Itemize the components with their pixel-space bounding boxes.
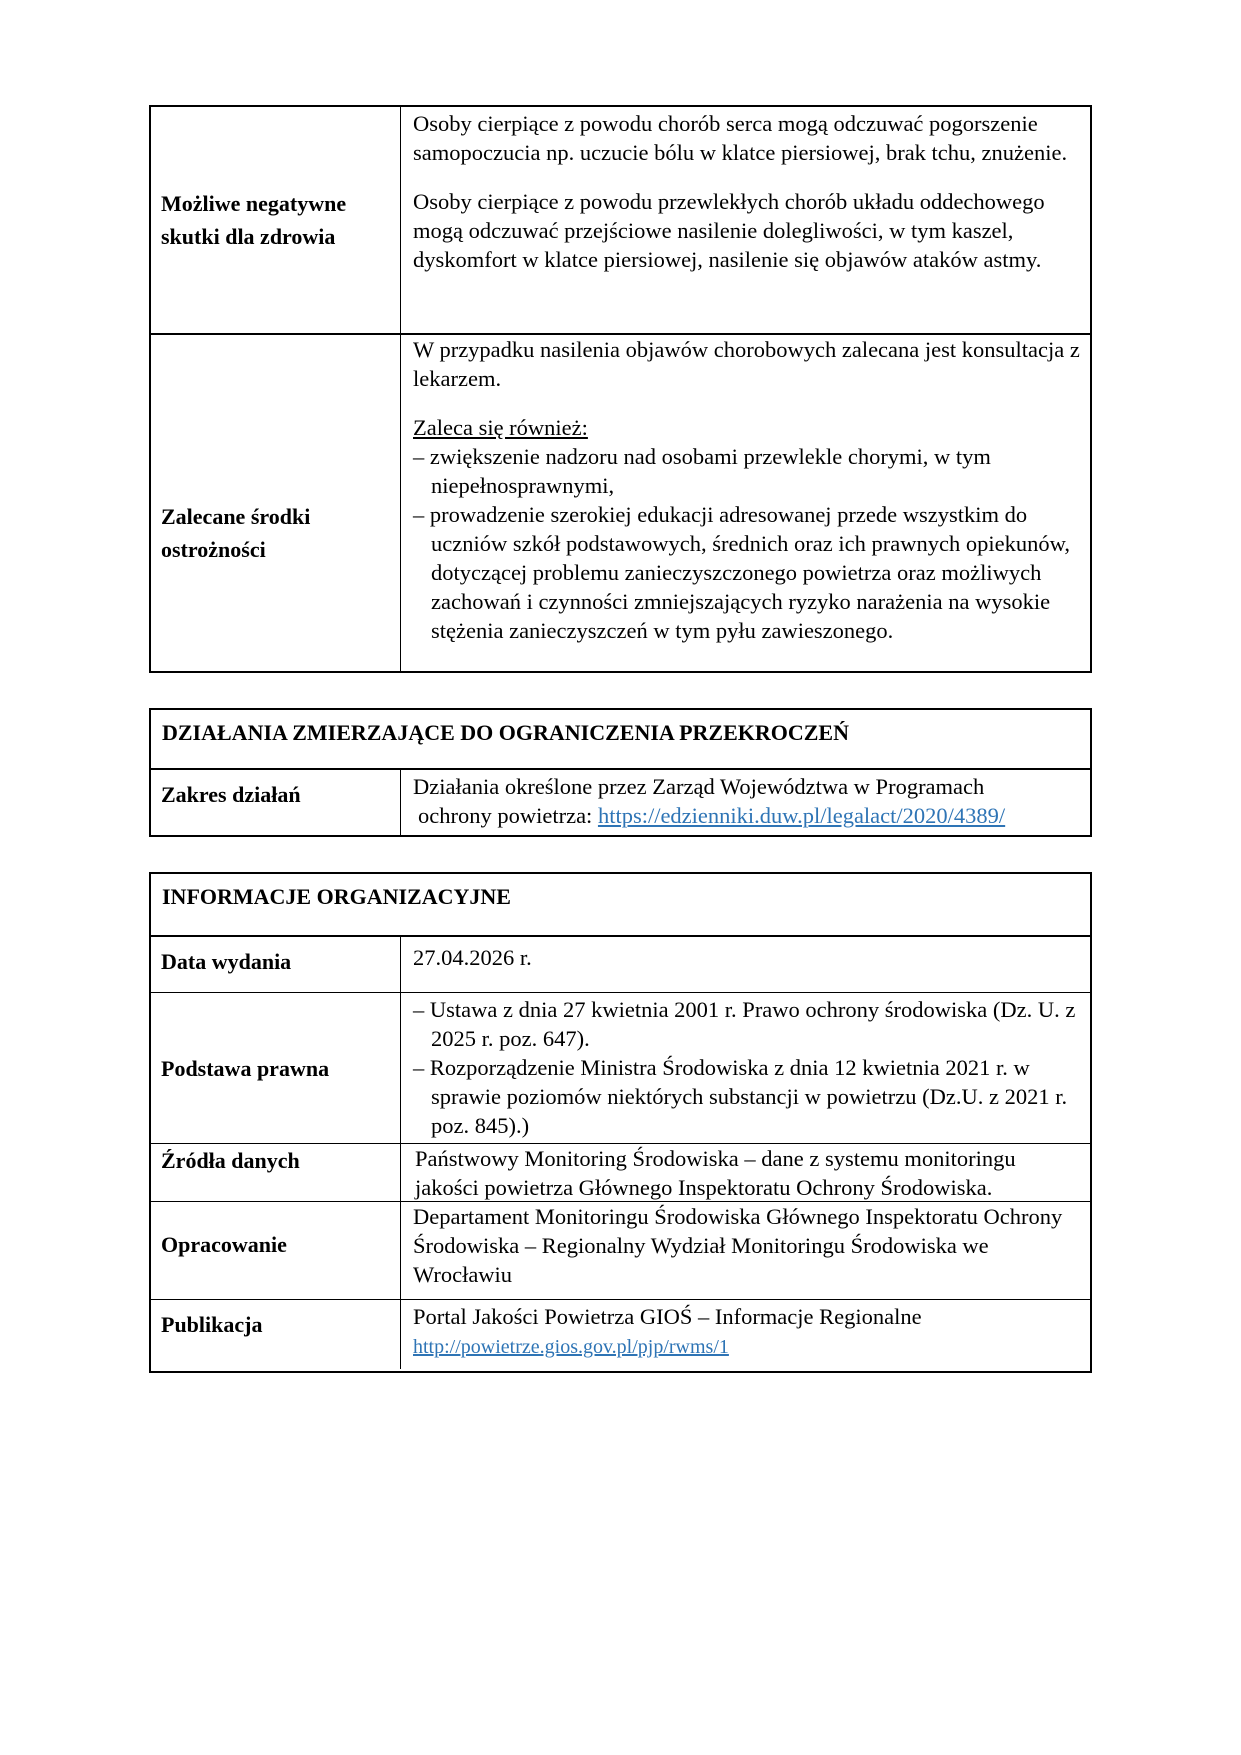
organizational-info-table xyxy=(149,872,1092,1373)
list-item: – Rozporządzenie Ministra Środowiska z dnia 12 kwietnia 2021 r. w sprawie poziomów niektórych substancji w powietrzu (Dz.U. z 2021 r. poz. 845).) xyxy=(413,1055,1068,1138)
list-item: – Ustawa z dnia 27 kwietnia 2001 r. Prawo ochrony środowiska (Dz. U. z 2025 r. poz. 647). xyxy=(413,997,1076,1051)
health-effects-table xyxy=(149,105,1092,673)
table-row-data-sources xyxy=(151,1143,1090,1201)
list-item: – prowadzenie szerokiej edukacji adresowanej przede wszystkim do uczniów szkół podstawowych, średnich oraz ich prawnych opiekunów, dotyczącej problemu zanieczyszczonego powietrza oraz możliwych zachowań i czynności zmniejszających ryzyko narażenia na wysokie stężenia zanieczyszczeń w tym pyłu zawieszonego. xyxy=(413,502,1070,643)
subheading: Zaleca się również: xyxy=(413,415,588,440)
text-line: Działania określone przez Zarząd Województwa w Programach xyxy=(413,774,985,799)
label-line: Zalecane środki xyxy=(161,504,311,529)
table-heading: DZIAŁANIA ZMIERZAJĄCE DO OGRANICZENIA PRZEKROCZEŃ xyxy=(162,720,849,745)
table-heading: INFORMACJE ORGANIZACYJNE xyxy=(162,884,511,909)
row-label: Opracowanie xyxy=(151,1202,401,1299)
row-value: 27.04.2026 r. xyxy=(413,945,532,970)
text-line xyxy=(413,801,1080,830)
label-line: Możliwe negatywne xyxy=(161,191,347,216)
table-row-prepared-by xyxy=(151,1201,1090,1299)
actions-table xyxy=(149,708,1092,837)
list-item: – zwiększenie nadzoru nad osobami przewlekle chorymi, w tym niepełnosprawnymi, xyxy=(413,444,991,498)
row-label: Źródła danych xyxy=(151,1144,401,1201)
publication-link[interactable]: http://powietrze.gios.gov.pl/pjp/rwms/1 xyxy=(413,1336,729,1358)
table-row-precautions xyxy=(151,333,1090,671)
row-label xyxy=(151,107,401,333)
row-value xyxy=(401,770,1090,835)
table-row-publication xyxy=(151,1299,1090,1369)
row-value xyxy=(401,1300,1090,1369)
text-prefix: ochrony powietrza: xyxy=(418,803,598,828)
table-heading-row xyxy=(151,710,1090,768)
row-label: Publikacja xyxy=(151,1300,401,1369)
row-value xyxy=(401,107,1090,333)
row-label: Zakres działań xyxy=(151,770,401,835)
legal-act-link[interactable]: https://edzienniki.duw.pl/legalact/2020/4389/ xyxy=(597,803,1006,828)
paragraph: Osoby cierpiące z powodu chorób serca mogą odczuwać pogorszenie samopoczucia np. uczucie bólu w klatce piersiowej, brak tchu, znużenie. xyxy=(413,111,1068,165)
row-value xyxy=(401,335,1090,671)
row-value: Departament Monitoringu Środowiska Głównego Inspektoratu Ochrony Środowiska – Regionalny Wydział Monitoringu Środowiska we Wrocławiu xyxy=(413,1204,1063,1287)
paragraph: W przypadku nasilenia objawów chorobowych zalecana jest konsultacja z lekarzem. xyxy=(413,337,1080,391)
row-label: Data wydania xyxy=(151,937,401,992)
table-heading-row xyxy=(151,874,1090,935)
row-label xyxy=(151,335,401,671)
label-line: skutki dla zdrowia xyxy=(161,224,336,249)
table-row-issue-date xyxy=(151,935,1090,992)
table-row-negative-effects xyxy=(151,107,1090,333)
table-row-scope xyxy=(151,768,1090,835)
row-value xyxy=(401,993,1090,1143)
paragraph: Osoby cierpiące z powodu przewlekłych chorób układu oddechowego mogą odczuwać przejściowe nasilenie dolegliwości, w tym kaszel, dyskomfort w klatce piersiowej, nasilenie się objawów ataków astmy. xyxy=(413,189,1045,272)
row-label: Podstawa prawna xyxy=(151,993,401,1143)
label-line: ostrożności xyxy=(161,537,266,562)
publication-text: Portal Jakości Powietrza GIOŚ – Informacje Regionalne xyxy=(413,1304,922,1329)
table-row-legal-basis xyxy=(151,992,1090,1143)
row-value: Państwowy Monitoring Środowiska – dane z systemu monitoringu jakości powietrza Głównego Inspektoratu Ochrony Środowiska. xyxy=(415,1146,1016,1200)
